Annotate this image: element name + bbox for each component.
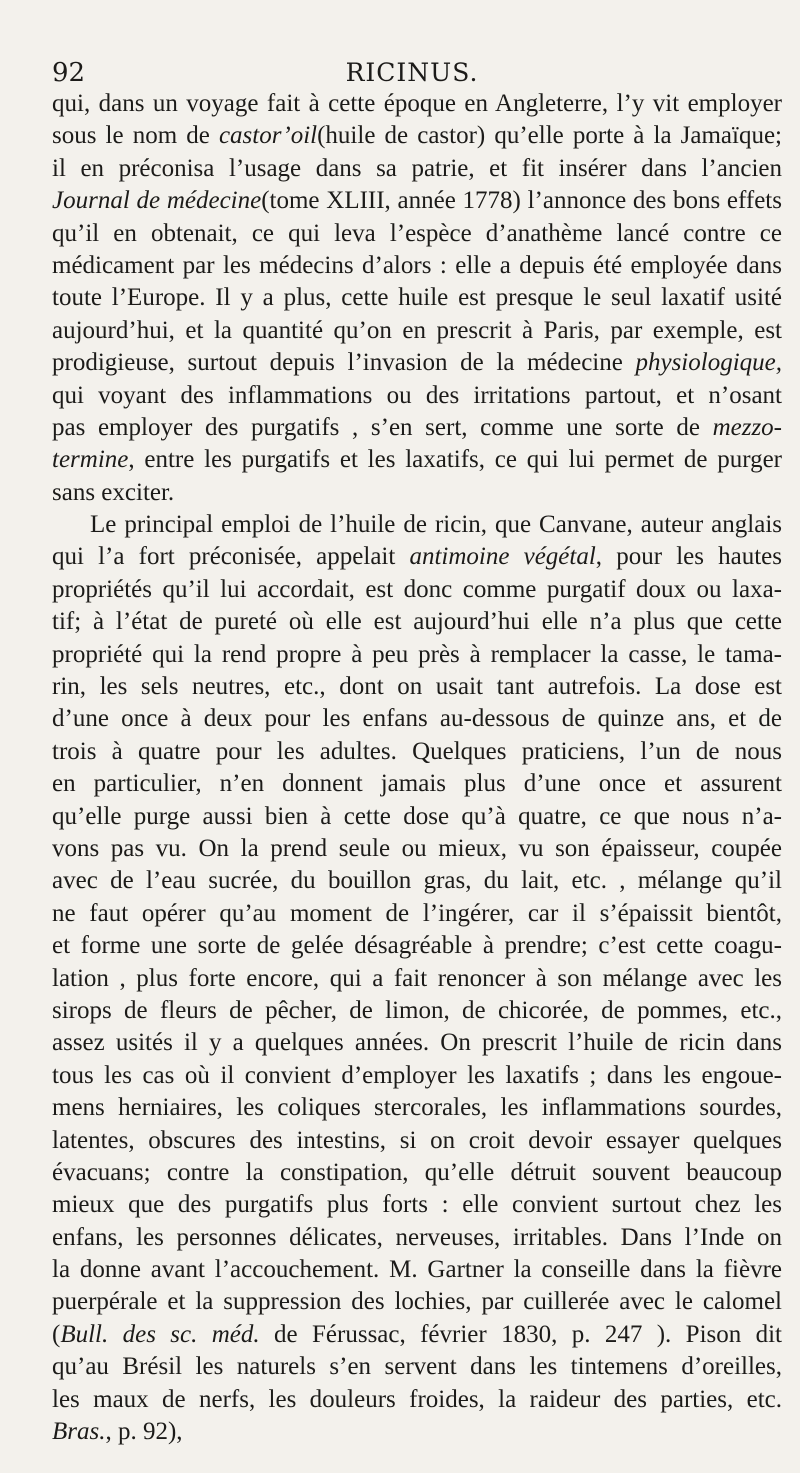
text-segment: mieux que des purgatifs plus forts : elle convient surtout chez les xyxy=(52,1191,782,1219)
text-segment: trois à quatre pour les adultes. Quelques praticiens, l’un de nous xyxy=(52,737,782,765)
text-segment: qui l’a fort préconisée, appelait xyxy=(52,543,410,571)
page-header xyxy=(52,52,772,88)
text-line xyxy=(52,768,782,800)
text-segment: , pour les hautes xyxy=(595,543,782,571)
text-segment: enfans, les personnes délicates, nerveuses, irritables. Dans l’Inde on xyxy=(52,1223,782,1251)
text-line xyxy=(52,898,782,930)
text-line xyxy=(52,412,782,444)
text-segment: vons pas vu. On la prend seule ou mieux, vu son épaisseur, coupée xyxy=(52,834,782,862)
text-line xyxy=(52,509,782,541)
italic-text: termine xyxy=(52,446,129,474)
text-line xyxy=(52,639,782,671)
italic-text: Bras. xyxy=(52,1418,106,1446)
text-line xyxy=(52,1286,782,1318)
text-line xyxy=(52,1416,782,1448)
text-segment: ne faut opérer qu’au moment de l’ingérer, car il s’épaissit bientôt, xyxy=(52,899,782,927)
text-line xyxy=(52,801,782,833)
text-segment: rin, les sels neutres, etc., dont on usait tant autrefois. La dose est xyxy=(52,673,782,701)
text-line xyxy=(52,671,782,703)
text-segment: qu’elle purge aussi bien à cette dose qu’à quatre, ce que nous n’a- xyxy=(52,802,782,830)
text-segment: (tome XLIII, année 1778) l’annonce des bons effets xyxy=(261,187,782,215)
text-line xyxy=(52,1092,782,1124)
text-line xyxy=(52,282,782,314)
text-segment: toute l’Europe. Il y a plus, cette huile est presque le seul laxatif usité xyxy=(52,284,782,312)
text-line xyxy=(52,153,782,185)
text-line xyxy=(52,833,782,865)
text-line xyxy=(52,703,782,735)
text-line xyxy=(52,865,782,897)
text-line xyxy=(52,315,782,347)
text-segment: et forme une sorte de gelée désagréable à prendre; c’est cette coagu- xyxy=(52,932,782,960)
italic-text: Journal de médecine xyxy=(52,187,262,215)
text-line xyxy=(52,995,782,1027)
running-title: RICINUS. xyxy=(345,58,479,87)
text-line xyxy=(52,1189,782,1221)
text-segment: assez usités il y a quelques années. On prescrit l’huile de ricin dans xyxy=(52,1029,782,1057)
text-line xyxy=(52,574,782,606)
text-segment: la donne avant l’accouchement. M. Gartner la conseille dans la fièvre xyxy=(52,1256,782,1284)
text-segment: Le principal emploi de l’huile de ricin, que Canvane, auteur anglais xyxy=(90,511,782,539)
text-segment: médicament par les médecins d’alors : elle a depuis été employée dans xyxy=(52,251,782,279)
text-segment: sirops de fleurs de pêcher, de limon, de chicorée, de pommes, etc., xyxy=(52,996,782,1024)
text-line xyxy=(52,1319,782,1351)
text-segment: évacuans; contre la constipation, qu’elle détruit souvent beaucoup xyxy=(52,1158,782,1186)
text-line xyxy=(52,88,782,120)
text-line xyxy=(52,1222,782,1254)
text-segment: puerpérale et la suppression des lochies, par cuillerée avec le calomel xyxy=(52,1288,782,1316)
text-segment: lation , plus forte encore, qui a fait renoncer à son mélange avec les xyxy=(52,964,782,992)
text-line xyxy=(52,218,782,250)
italic-text: physiologique, xyxy=(635,349,782,377)
text-line xyxy=(52,1254,782,1286)
text-line xyxy=(52,1125,782,1157)
text-line xyxy=(52,541,782,573)
text-segment: , p. 92), xyxy=(105,1418,183,1446)
text-segment: de Férussac, février 1830, p. 247 ). Pison dit xyxy=(259,1320,783,1348)
body-text xyxy=(52,88,782,1448)
text-segment: qui voyant des inflammations ou des irritations partout, et n’osant xyxy=(52,381,782,409)
text-line xyxy=(52,250,782,282)
text-line xyxy=(52,930,782,962)
text-segment: qu’au Brésil les naturels s’en servent dans les tintemens d’oreilles, xyxy=(52,1353,782,1381)
text-segment: qui, dans un voyage fait à cette époque en Angleterre, l’y vit employer xyxy=(52,90,782,117)
italic-text: mezzo- xyxy=(712,413,782,441)
text-segment: (huile de castor) qu’elle porte à la Jamaïque; xyxy=(317,122,783,150)
text-line xyxy=(52,963,782,995)
text-segment: il en préconisa l’usage dans sa patrie, et fit insérer dans l’ancien xyxy=(52,154,782,182)
text-segment: tous les cas où il convient d’employer les laxatifs ; dans les engoue- xyxy=(52,1061,782,1089)
text-segment: qu’il en obtenait, ce qui leva l’espèce d’anathème lancé contre ce xyxy=(52,219,782,247)
text-segment: sous le nom de xyxy=(52,122,219,150)
text-line xyxy=(52,1384,782,1416)
italic-text: Bull. des sc. méd. xyxy=(60,1320,260,1348)
text-segment: aujourd’hui, et la quantité qu’on en prescrit à Paris, par exemple, est xyxy=(52,316,782,344)
text-line xyxy=(52,120,782,152)
text-line xyxy=(52,606,782,638)
text-line xyxy=(52,1157,782,1189)
text-segment: pas employer des purgatifs , s’en sert, comme une sorte de xyxy=(52,413,713,441)
text-segment: propriétés qu’il lui accordait, est donc comme purgatif doux ou laxa- xyxy=(52,575,782,603)
text-segment: mens herniaires, les coliques stercorales, les inflammations sourdes, xyxy=(52,1094,782,1122)
page-number: 92 xyxy=(52,58,86,88)
text-line xyxy=(52,347,782,379)
text-segment: ( xyxy=(52,1320,61,1348)
text-line xyxy=(52,736,782,768)
text-line xyxy=(52,380,782,412)
text-segment: prodigieuse, surtout depuis l’invasion de la médecine xyxy=(52,349,636,377)
text-segment: les maux de nerfs, les douleurs froides, la raideur des parties, etc. xyxy=(52,1385,782,1413)
text-line xyxy=(52,477,782,509)
text-segment: propriété qui la rend propre à peu près à remplacer la casse, le tama- xyxy=(52,640,782,668)
text-segment: latentes, obscures des intestins, si on croit devoir essayer quelques xyxy=(52,1126,782,1154)
text-segment: avec de l’eau sucrée, du bouillon gras, du lait, etc. , mélange qu’il xyxy=(52,867,782,895)
text-line xyxy=(52,1027,782,1059)
italic-text: castor’oil xyxy=(218,122,318,150)
text-line xyxy=(52,185,782,217)
text-line xyxy=(52,444,782,476)
text-segment: d’une once à deux pour les enfans au-dessous de quinze ans, et de xyxy=(52,705,782,733)
text-line xyxy=(52,1060,782,1092)
text-segment: , entre les purgatifs et les laxatifs, ce qui lui permet de purger xyxy=(128,446,782,474)
text-segment: sans exciter. xyxy=(52,478,175,506)
text-segment: tif; à l’état de pureté où elle est aujourd’hui elle n’a plus que cette xyxy=(52,608,782,636)
text-segment: en particulier, n’en donnent jamais plus d’une once et assurent xyxy=(52,770,782,798)
text-line xyxy=(52,1351,782,1383)
italic-text: antimoine végétal xyxy=(409,543,596,571)
